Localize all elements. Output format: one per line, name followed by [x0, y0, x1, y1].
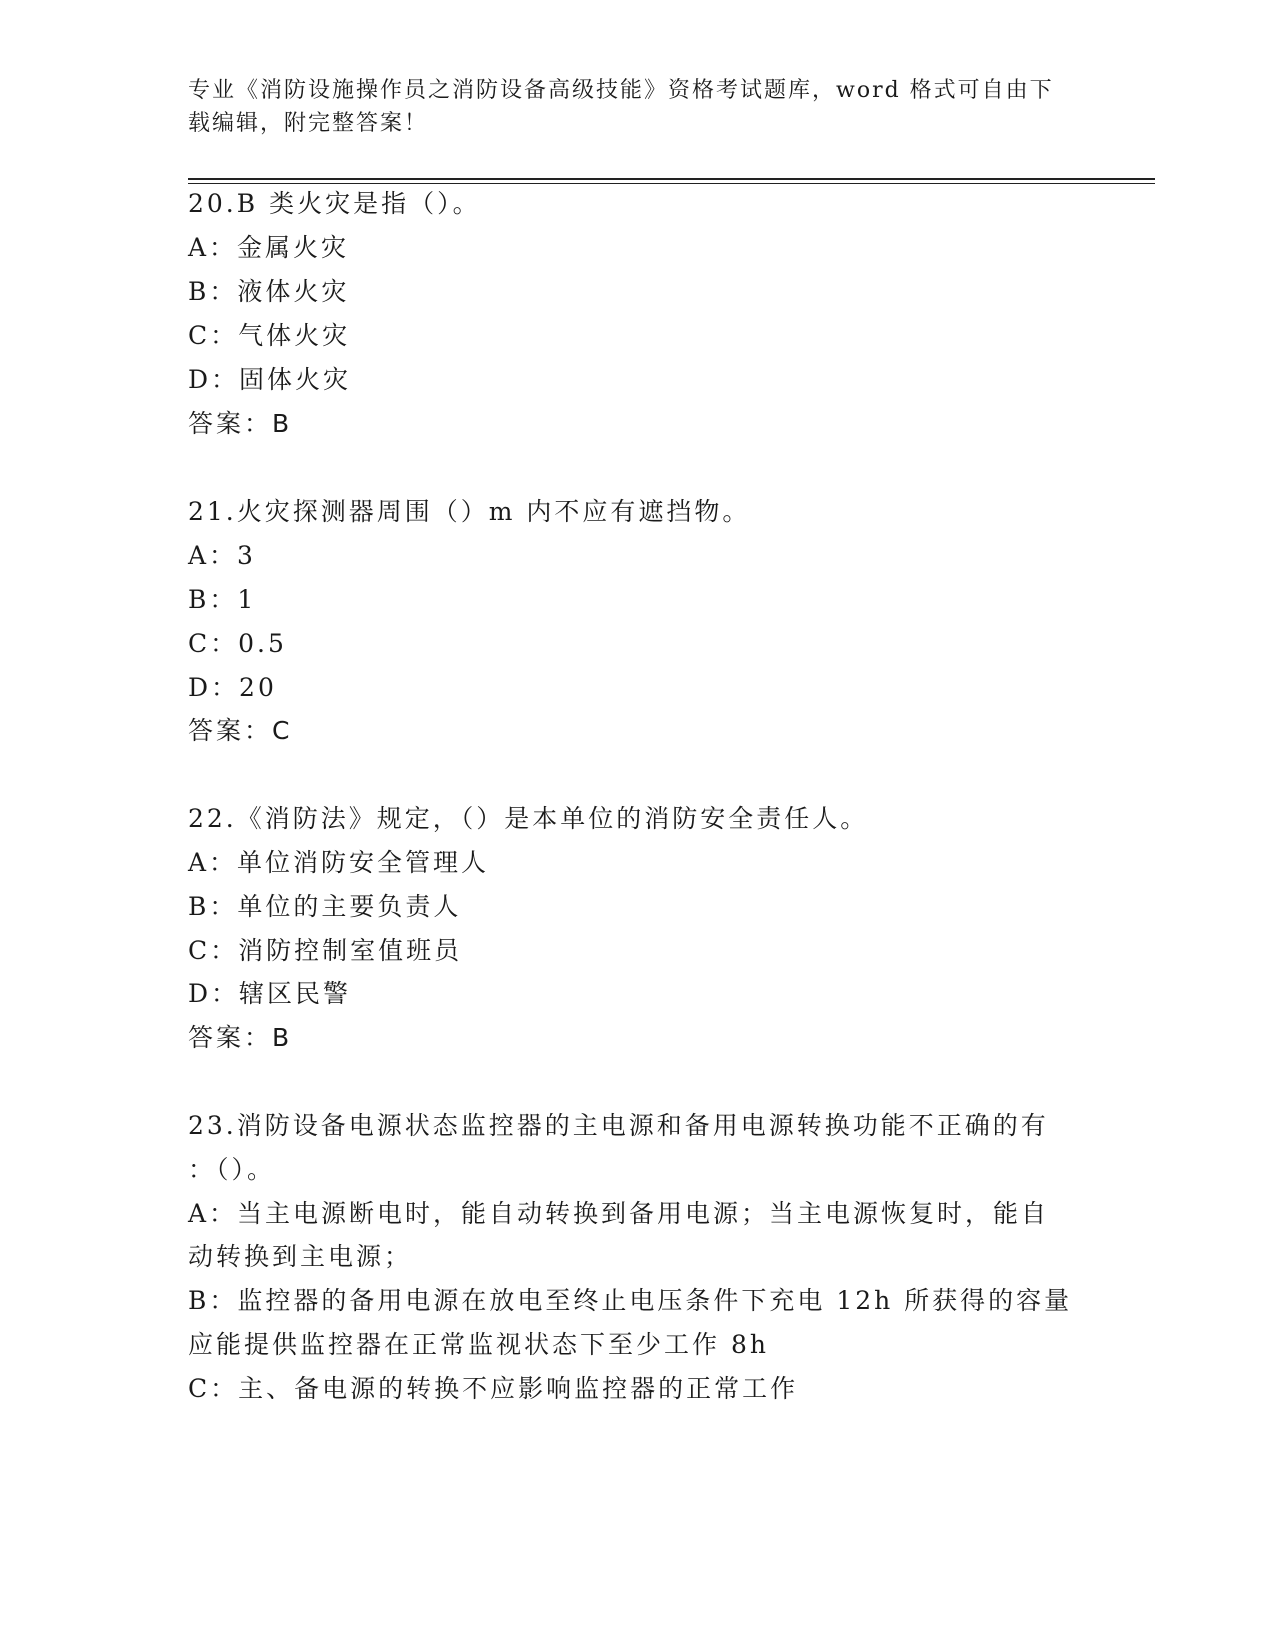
question-23-stem-line-2: ：（）。: [188, 1155, 276, 1184]
question-22-option-d: D：辖区民警: [188, 979, 352, 1008]
question-21-option-d: D：20: [188, 673, 277, 702]
question-23-stem-line-1: 23.消防设备电源状态监控器的主电源和备用电源转换功能不正确的有: [188, 1111, 1049, 1140]
question-23-option-a-line-2: 动转换到主电源；: [188, 1242, 413, 1271]
question-22-option-b: B：单位的主要负责人: [188, 892, 462, 921]
question-23-option-a-line-1: A：当主电源断电时，能自动转换到备用电源；当主电源恢复时，能自: [188, 1199, 1050, 1228]
header-text-line-1: 专业《消防设施操作员之消防设备高级技能》资格考试题库，word 格式可自由下: [188, 78, 1054, 103]
question-20-option-a: A：金属火灾: [188, 233, 350, 262]
header-divider-thick: [188, 178, 1155, 180]
question-20-stem: 20.B 类火灾是指（）。: [188, 189, 481, 218]
question-21-stem: 21.火灾探测器周围（）m 内不应有遮挡物。: [188, 497, 751, 526]
question-22-option-c: C：消防控制室值班员: [188, 936, 463, 965]
question-20-option-d: D：固体火灾: [188, 365, 352, 394]
question-20-option-b: B：液体火灾: [188, 277, 350, 306]
question-23-option-b-line-1: B：监控器的备用电源在放电至终止电压条件下充电 12h 所获得的容量: [188, 1286, 1073, 1315]
header-divider-thin: [188, 183, 1155, 184]
question-21-option-c: C：0.5: [188, 629, 287, 658]
question-21-answer: 答案：C: [188, 716, 293, 745]
question-20-answer: 答案：B: [188, 409, 293, 438]
question-22-option-a: A：单位消防安全管理人: [188, 848, 490, 877]
question-21-option-b: B：1: [188, 585, 257, 614]
question-22-stem: 22.《消防法》规定，（）是本单位的消防安全责任人。: [188, 804, 869, 833]
question-21-option-a: A：3: [188, 541, 256, 570]
question-22-answer: 答案：B: [188, 1023, 293, 1052]
header-text-line-2: 载编辑，附完整答案！: [188, 111, 429, 136]
question-20-option-c: C：气体火灾: [188, 321, 351, 350]
question-23-option-b-line-2: 应能提供监控器在正常监视状态下至少工作 8h: [188, 1330, 769, 1359]
question-23-option-c: C：主、备电源的转换不应影响监控器的正常工作: [188, 1374, 799, 1403]
